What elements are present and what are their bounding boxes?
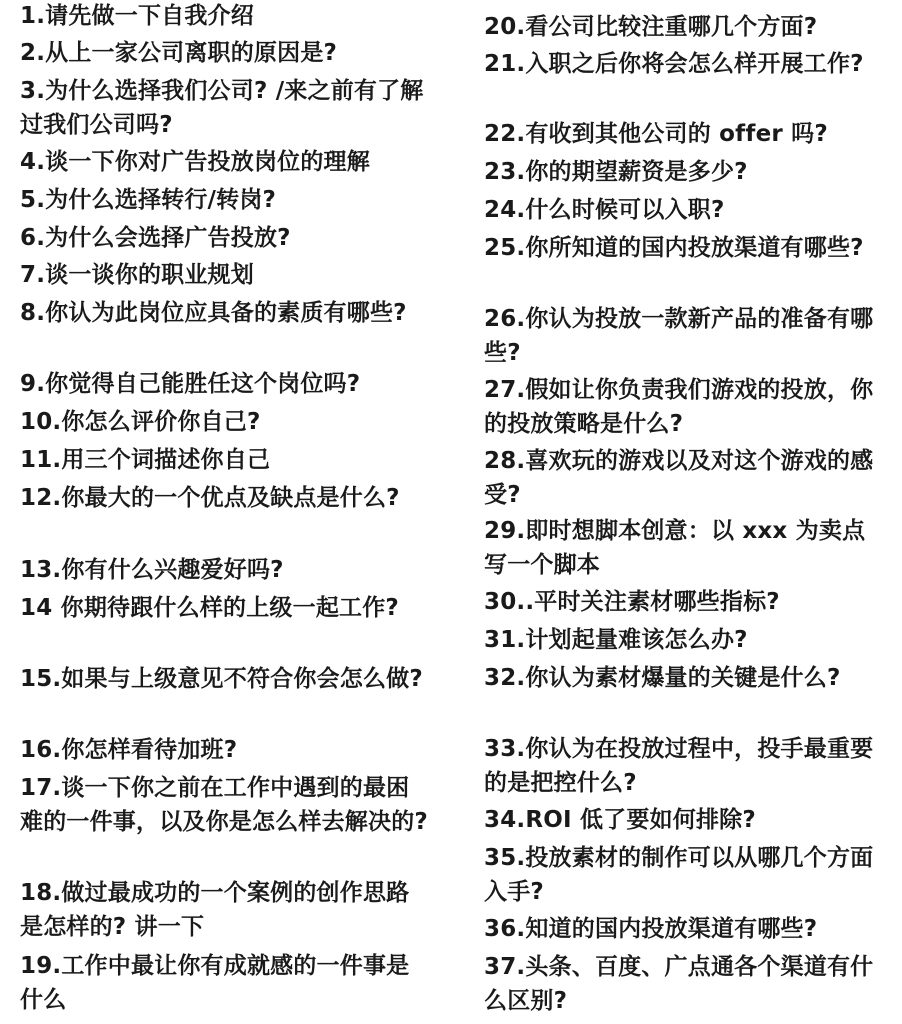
- question-item: 11.用三个词描述你自己: [20, 447, 271, 473]
- question-item: 22.有收到其他公司的 offer 吗?: [484, 121, 828, 147]
- question-item: 8.你认为此岗位应具备的素质有哪些?: [20, 300, 407, 326]
- question-item: 2.从上一家公司离职的原因是?: [20, 40, 338, 66]
- question-item: 32.你认为素材爆量的关键是什么?: [484, 665, 841, 691]
- question-item: 26.你认为投放一款新产品的准备有哪些?: [484, 306, 874, 366]
- question-item: 14 你期待跟什么样的上级一起工作?: [20, 595, 399, 621]
- question-item: 23.你的期望薪资是多少?: [484, 159, 748, 185]
- question-item: 4.谈一下你对广告投放岗位的理解: [20, 149, 370, 175]
- question-item: 13.你有什么兴趣爱好吗?: [20, 557, 284, 583]
- question-item: 12.你最大的一个优点及缺点是什么?: [20, 485, 400, 511]
- question-item: 29.即时想脚本创意：以 xxx 为卖点写一个脚本: [484, 518, 866, 578]
- question-item: 35.投放素材的制作可以从哪几个方面入手?: [484, 845, 874, 905]
- question-item: 33.你认为在投放过程中，投手最重要的是把控什么?: [484, 736, 874, 796]
- question-item: 25.你所知道的国内投放渠道有哪些?: [484, 235, 864, 261]
- question-item: 18.做过最成功的一个案例的创作思路是怎样的? 讲一下: [20, 880, 410, 940]
- question-item: 10.你怎么评价你自己?: [20, 409, 261, 435]
- question-item: 15.如果与上级意见不符合你会怎么做?: [20, 666, 423, 692]
- question-item: 17.谈一下你之前在工作中遇到的最困难的一件事，以及你是怎么样去解决的?: [20, 775, 428, 835]
- question-item: 9.你觉得自己能胜任这个岗位吗?: [20, 371, 361, 397]
- question-item: 34.ROI 低了要如何排除?: [484, 807, 756, 833]
- question-item: 19.工作中最让你有成就感的一件事是什么: [20, 953, 410, 1013]
- question-item: 7.谈一谈你的职业规划: [20, 262, 254, 288]
- question-item: 16.你怎样看待加班?: [20, 737, 238, 763]
- question-item: 36.知道的国内投放渠道有哪些?: [484, 916, 818, 942]
- question-item: 1.请先做一下自我介绍: [20, 3, 254, 29]
- question-item: 3.为什么选择我们公司? /来之前有了解过我们公司吗?: [20, 78, 424, 138]
- question-item: 20.看公司比较注重哪几个方面?: [484, 14, 818, 40]
- question-item: 27.假如让你负责我们游戏的投放，你的投放策略是什么?: [484, 377, 874, 437]
- question-item: 21.入职之后你将会怎么样开展工作?: [484, 51, 864, 77]
- question-item: 37.头条、百度、广点通各个渠道有什么区别?: [484, 954, 874, 1014]
- question-item: 24.什么时候可以入职?: [484, 197, 725, 223]
- question-item: 28.喜欢玩的游戏以及对这个游戏的感受?: [484, 448, 874, 508]
- question-item: 5.为什么选择转行/转岗?: [20, 187, 277, 213]
- question-item: 6.为什么会选择广告投放?: [20, 225, 291, 251]
- question-item: 31.计划起量难该怎么办?: [484, 627, 748, 653]
- question-item: 30..平时关注素材哪些指标?: [484, 589, 780, 615]
